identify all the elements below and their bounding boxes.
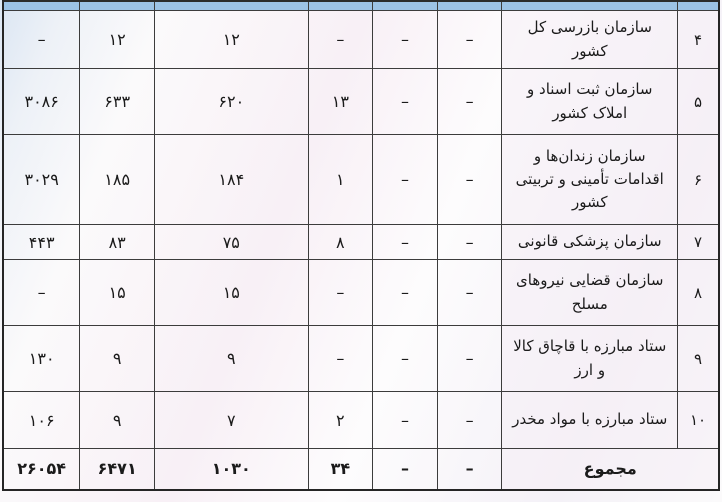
value-cell: – xyxy=(308,260,373,326)
value-cell: – xyxy=(308,326,373,392)
value-cell: ۸ xyxy=(308,225,373,260)
organization-name: سازمان ثبت اسناد و املاک کشور xyxy=(502,69,678,135)
value-cell: – xyxy=(373,392,438,449)
row-number: ۷ xyxy=(678,225,719,260)
value-cell: ۲ xyxy=(308,392,373,449)
table-row xyxy=(3,260,719,326)
table-row xyxy=(3,326,719,392)
row-number: ۵ xyxy=(678,69,719,135)
report-table xyxy=(2,0,720,491)
value-cell: – xyxy=(373,225,438,260)
table-row xyxy=(3,135,719,225)
value-cell: – xyxy=(373,135,438,225)
organization-name: سازمان قضایی نیروهای مسلح xyxy=(502,260,678,326)
total-label: مجموع xyxy=(502,449,719,490)
organization-name: ستاد مبارزه با مواد مخدر xyxy=(502,392,678,449)
value-cell: – xyxy=(437,135,502,225)
table-header-strip xyxy=(3,1,719,11)
header-cell xyxy=(80,1,155,11)
value-cell: ۱۲ xyxy=(155,11,309,69)
value-cell: – xyxy=(437,225,502,260)
total-value-cell: – xyxy=(373,449,438,490)
value-cell: ۱۵ xyxy=(155,260,309,326)
table-row xyxy=(3,225,719,260)
value-cell: ۱ xyxy=(308,135,373,225)
total-value-cell: – xyxy=(437,449,502,490)
organization-name: سازمان زندان‌ها و اقدامات تأمینی و تربیتی کشور xyxy=(502,135,678,225)
table-row xyxy=(3,69,719,135)
total-value-cell: ۱۰۳۰ xyxy=(155,449,309,490)
value-cell: – xyxy=(373,326,438,392)
value-cell: ۱۰۶ xyxy=(3,392,80,449)
value-cell: – xyxy=(373,69,438,135)
value-cell: ۱۲ xyxy=(80,11,155,69)
value-cell: ۱۳۰ xyxy=(3,326,80,392)
value-cell: ۶۲۰ xyxy=(155,69,309,135)
value-cell: – xyxy=(373,260,438,326)
value-cell: ۴۴۳ xyxy=(3,225,80,260)
header-cell xyxy=(502,1,678,11)
value-cell: ۹ xyxy=(155,326,309,392)
row-number: ۶ xyxy=(678,135,719,225)
value-cell: ۷ xyxy=(155,392,309,449)
table-row xyxy=(3,11,719,69)
value-cell: – xyxy=(437,392,502,449)
value-cell: – xyxy=(437,11,502,69)
value-cell: ۱۸۴ xyxy=(155,135,309,225)
header-cell xyxy=(678,1,719,11)
value-cell: ۸۳ xyxy=(80,225,155,260)
organization-name: ستاد مبارزه با قاچاق کالا و ارز xyxy=(502,326,678,392)
row-number: ۱۰ xyxy=(678,392,719,449)
organization-name: سازمان بازرسی کل کشور xyxy=(502,11,678,69)
value-cell: – xyxy=(3,11,80,69)
header-cell xyxy=(437,1,502,11)
value-cell: ۱۸۵ xyxy=(80,135,155,225)
header-cell xyxy=(373,1,438,11)
row-number: ۸ xyxy=(678,260,719,326)
value-cell: ۶۳۳ xyxy=(80,69,155,135)
value-cell: – xyxy=(3,260,80,326)
value-cell: ۹ xyxy=(80,392,155,449)
value-cell: – xyxy=(437,260,502,326)
value-cell: ۹ xyxy=(80,326,155,392)
row-number: ۹ xyxy=(678,326,719,392)
value-cell: – xyxy=(373,11,438,69)
header-cell xyxy=(155,1,309,11)
value-cell: – xyxy=(437,326,502,392)
header-cell xyxy=(3,1,80,11)
total-value-cell: ۶۴۷۱ xyxy=(80,449,155,490)
value-cell: ۱۵ xyxy=(80,260,155,326)
total-value-cell: ۳۴ xyxy=(308,449,373,490)
value-cell: ۷۵ xyxy=(155,225,309,260)
row-number: ۴ xyxy=(678,11,719,69)
value-cell: – xyxy=(437,69,502,135)
header-cell xyxy=(308,1,373,11)
total-value-cell: ۲۶۰۵۴ xyxy=(3,449,80,490)
value-cell: – xyxy=(308,11,373,69)
organization-name: سازمان پزشکی قانونی xyxy=(502,225,678,260)
total-row xyxy=(3,449,719,490)
value-cell: ۳۰۸۶ xyxy=(3,69,80,135)
value-cell: ۳۰۲۹ xyxy=(3,135,80,225)
table-row xyxy=(3,392,719,449)
value-cell: ۱۳ xyxy=(308,69,373,135)
